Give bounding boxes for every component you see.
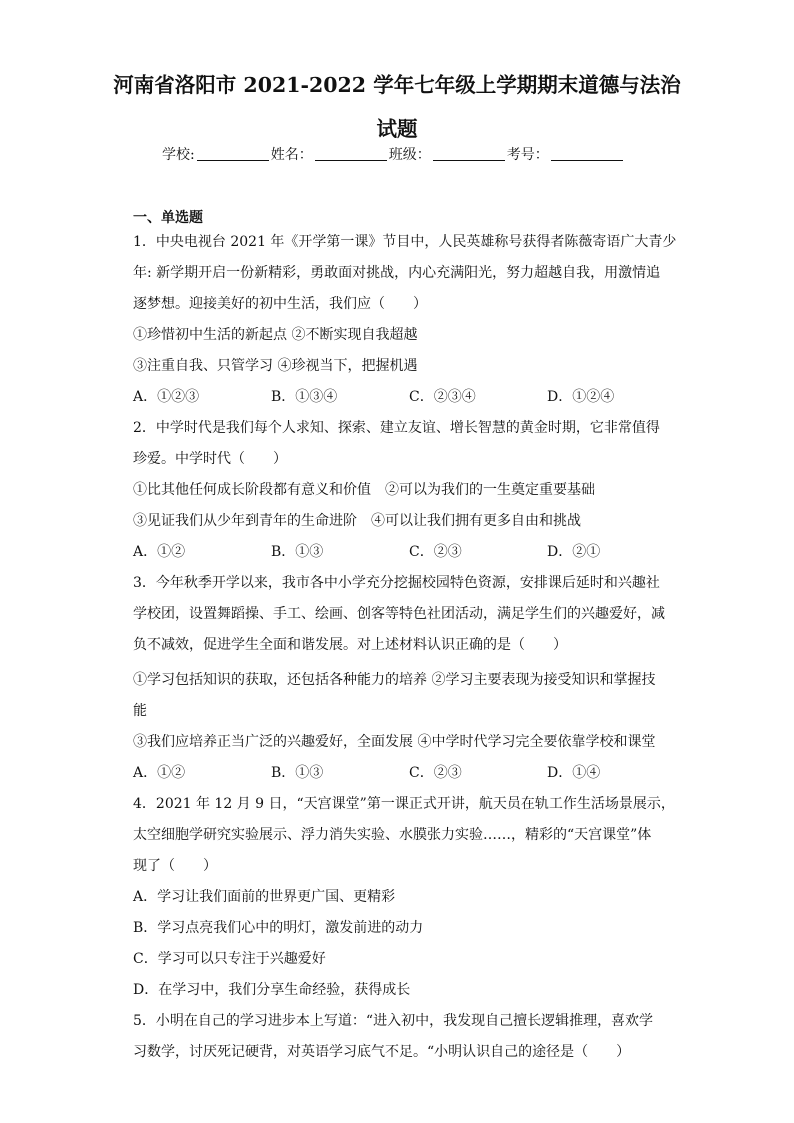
q1-option-a: A．①②③ — [133, 389, 200, 405]
name-label: 姓名： — [270, 147, 313, 163]
q1-option-d: D．①②④ — [547, 389, 615, 405]
class-label: 班级： — [388, 147, 431, 163]
q1-statement-2: ③注重自我、只管学习 ④珍视当下，把握机遇 — [133, 358, 418, 374]
q2-statement-2: ③见证我们从少年到青年的生命进阶 ④可以让我们拥有更多自由和挑战 — [133, 513, 581, 529]
q3-option-a: A．①② — [133, 765, 186, 781]
q2-statement-1: ①比其他任何成长阶段都有意义和价值 ②可以为我们的一生奠定重要基础 — [133, 482, 595, 498]
q3-statement-1: ①学习包括知识的获取，还包括各种能力的培养 ②学习主要表现为接受知识和掌握技 — [133, 672, 656, 688]
q2-option-d: D．②① — [547, 544, 601, 560]
q4-option-d: D．在学习中，我们分享生命经验，获得成长 — [133, 982, 411, 998]
q3-option-c: C．②③ — [409, 765, 462, 781]
q5-stem-line2: 习数学，讨厌死记硬背，对英语学习底气不足。“小明认识自己的途径是（ ） — [133, 1044, 631, 1060]
q4-stem-line3: 现了（ ） — [133, 858, 217, 874]
q3-stem-line2: 学校团，设置舞蹈操、手工、绘画、创客等特色社团活动，满足学生们的兴趣爱好，减 — [133, 606, 665, 622]
number-label: 考号： — [506, 147, 549, 163]
q2-stem-line1: 2．中学时代是我们每个人求知、探索、建立友谊、增长智慧的黄金时期，它非常值得 — [133, 420, 660, 436]
q4-option-b: B．学习点亮我们心中的明灯，激发前进的动力 — [133, 920, 424, 936]
q4-stem-line2: 太空细胞学研究实验展示、浮力消失实验、水膜张力实验……，精彩的“天宫课堂”体 — [133, 827, 652, 843]
q3-statement-1-cont: 能 — [133, 703, 147, 719]
q1-stem-line3: 逐梦想。迎接美好的初中生活，我们应（ ） — [133, 296, 427, 312]
school-label: 学校: — [162, 147, 195, 163]
q3-option-d: D．①④ — [547, 765, 601, 781]
q1-stem-line1: 1．中央电视台 2021 年《开学第一课》节目中，人民英雄称号获得者陈薇寄语广大青少 — [133, 234, 677, 250]
q4-stem-line1: 4．2021 年 12 月 9 日，“天宫课堂”第一课正式开讲，航天员在轨工作生活场景展示， — [133, 796, 675, 812]
q4-option-c: C．学习可以只专注于兴趣爱好 — [133, 951, 326, 967]
student-info-row — [162, 144, 625, 164]
exam-title-line2: 试题 — [376, 117, 418, 141]
q2-stem-line2: 珍爱。中学时代（ ） — [133, 451, 287, 467]
q2-option-c: C．②③ — [409, 544, 462, 560]
q3-stem-line1: 3．今年秋季开学以来，我市各中小学充分挖掘校园特色资源，安排课后延时和兴趣社 — [133, 575, 660, 591]
q1-option-c: C．②③④ — [409, 389, 476, 405]
q3-option-b: B．①③ — [271, 765, 324, 781]
q5-stem-line1: 5．小明在自己的学习进步本上写道：“进入初中，我发现自己擅长逻辑推理，喜欢学 — [133, 1013, 654, 1029]
q4-option-a: A．学习让我们面前的世界更广国、更精彩 — [133, 889, 396, 905]
q3-stem-line3: 负不减效，促进学生全面和谐发展。对上述材料认识正确的是（ ） — [133, 637, 567, 653]
q1-option-b: B．①③④ — [271, 389, 338, 405]
q3-statement-2: ③我们应培养正当广泛的兴趣爱好，全面发展 ④中学时代学习完全要依靠学校和课堂 — [133, 734, 656, 750]
class-blank — [433, 146, 505, 161]
q1-stem-line2: 年: 新学期开启一份新精彩，勇敢面对挑战，内心充满阳光，努力超越自我，用激情追 — [133, 265, 661, 281]
section-heading: 一、单选题 — [133, 210, 203, 226]
q2-option-a: A．①② — [133, 544, 186, 560]
q2-option-b: B．①③ — [271, 544, 324, 560]
school-blank — [197, 146, 269, 161]
exam-title-line1: 河南省洛阳市 2021-2022 学年七年级上学期期末道德与法治 — [113, 73, 681, 97]
q1-statement-1: ①珍惜初中生活的新起点 ②不断实现自我超越 — [133, 327, 418, 343]
number-blank — [551, 146, 623, 161]
name-blank — [315, 146, 387, 161]
